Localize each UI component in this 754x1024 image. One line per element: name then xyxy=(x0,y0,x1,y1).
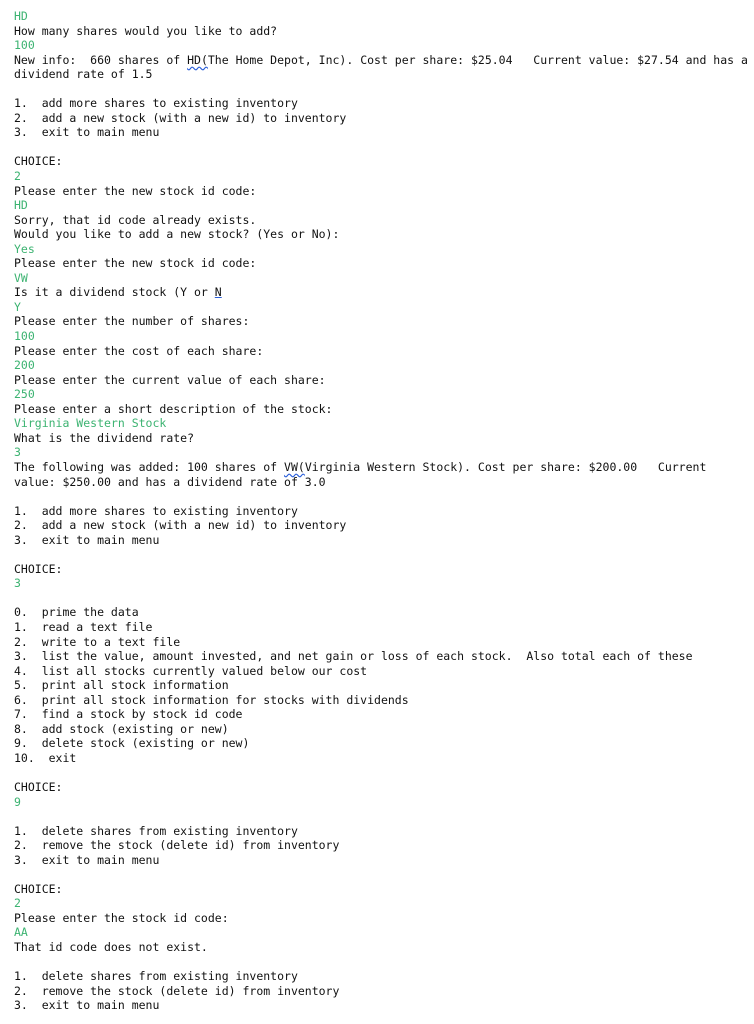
console-output-line: New info: 660 shares of HD(The Home Depot, Inc). Cost per share: $25.04 Current value: $27.54 and has a xyxy=(14,52,748,67)
console-output-line: Please enter the current value of each share: xyxy=(14,372,326,387)
console-output-line: Sorry, that id code already exists. xyxy=(14,212,257,227)
console-output-line: 10. exit xyxy=(14,750,77,765)
console-output-line: 2. add a new stock (with a new id) to inventory xyxy=(14,518,347,533)
blank-line xyxy=(14,82,754,97)
user-input-line: HD xyxy=(14,9,28,23)
console-output-line: What is the dividend rate? xyxy=(14,430,195,445)
console-output-line: 1. read a text file xyxy=(14,619,153,634)
blank-line xyxy=(14,809,754,824)
console-output-line: Would you like to add a new stock? (Yes or No): xyxy=(14,227,340,242)
blank-line xyxy=(14,547,754,562)
console-output-line: 6. print all stock information for stocks with dividends xyxy=(14,692,409,707)
console-output-line: The following was added: 100 shares of VW(Virginia Western Stock). Cost per share: $200.00 Current xyxy=(14,459,707,474)
console-output-line: How many shares would you like to add? xyxy=(14,23,278,38)
user-input-line: 3 xyxy=(14,445,21,460)
user-input-line: AA xyxy=(14,925,28,940)
blank-line xyxy=(14,955,754,970)
console-output-line: 1. add more shares to existing inventory xyxy=(14,96,298,111)
console-output-line: That id code does not exist. xyxy=(14,940,208,954)
console-output-line: 4. list all stocks currently valued below our cost xyxy=(14,663,368,678)
console-output-line: Please enter the stock id code: xyxy=(14,910,229,925)
user-input-line: 100 xyxy=(14,38,35,53)
console-output-line: 3. exit to main menu xyxy=(14,125,160,140)
console-output-line: 7. find a stock by stock id code xyxy=(14,707,243,722)
console-output-line: CHOICE: xyxy=(14,881,63,896)
console-output-line: Please enter the new stock id code: xyxy=(14,183,257,198)
console-output-line: 1. delete shares from existing inventory xyxy=(14,823,298,838)
console-output-line: Please enter a short description of the stock: xyxy=(14,401,333,416)
console-output-line: CHOICE: xyxy=(14,154,63,169)
console-output-line: Please enter the new stock id code: xyxy=(14,256,257,271)
blank-line xyxy=(14,140,754,155)
blank-line xyxy=(14,867,754,882)
user-input-line: HD xyxy=(14,198,28,213)
user-input-line: 9 xyxy=(14,794,21,809)
console-output-line: 1. add more shares to existing inventory xyxy=(14,503,298,518)
console-output-line: 5. print all stock information xyxy=(14,678,229,693)
user-input-line: 200 xyxy=(14,358,35,373)
console-output-line: 3. exit to main menu xyxy=(14,532,160,547)
user-input-line: VW xyxy=(14,270,28,285)
user-input-line: 100 xyxy=(14,329,35,344)
console-output-line: dividend rate of 1.5 xyxy=(14,67,153,82)
user-input-line: 250 xyxy=(14,387,35,402)
console-output-line: 2. remove the stock (delete id) from inventory xyxy=(14,838,340,853)
console-output-line: 1. delete shares from existing inventory xyxy=(14,969,298,984)
console-output-line: value: $250.00 and has a dividend rate of 3.0 xyxy=(14,474,326,489)
blank-line xyxy=(14,489,754,504)
console-output-line: 3. exit to main menu xyxy=(14,998,160,1013)
console-output-line: Please enter the number of shares: xyxy=(14,314,250,329)
console-output-line: 2. add a new stock (with a new id) to inventory xyxy=(14,110,347,125)
console-output-line: CHOICE: xyxy=(14,561,63,576)
console-output-line: 3. exit to main menu xyxy=(14,852,160,867)
user-input-line: 2 xyxy=(14,169,21,184)
console-output-line: 9. delete stock (existing or new) xyxy=(14,736,250,751)
console-output-line: Please enter the cost of each share: xyxy=(14,343,264,358)
user-input-line: 3 xyxy=(14,576,21,591)
console-output-line: 2. remove the stock (delete id) from inventory xyxy=(14,983,340,998)
user-input-line: 2 xyxy=(14,896,21,911)
console-output-line: Is it a dividend stock (Y or N xyxy=(14,285,222,300)
console-output-line: 0. prime the data xyxy=(14,605,139,620)
console-output-line: 2. write to a text file xyxy=(14,634,181,649)
console-output-line: CHOICE: xyxy=(14,779,63,794)
user-input-line: Y xyxy=(14,299,21,314)
console-output-line: 8. add stock (existing or new) xyxy=(14,721,229,736)
console-output-line: 3. list the value, amount invested, and net gain or loss of each stock. Also total each of these xyxy=(14,649,693,664)
blank-line xyxy=(14,765,754,780)
user-input-line: Yes xyxy=(14,241,35,256)
user-input-line: Virginia Western Stock xyxy=(14,416,167,431)
blank-line xyxy=(14,591,754,606)
